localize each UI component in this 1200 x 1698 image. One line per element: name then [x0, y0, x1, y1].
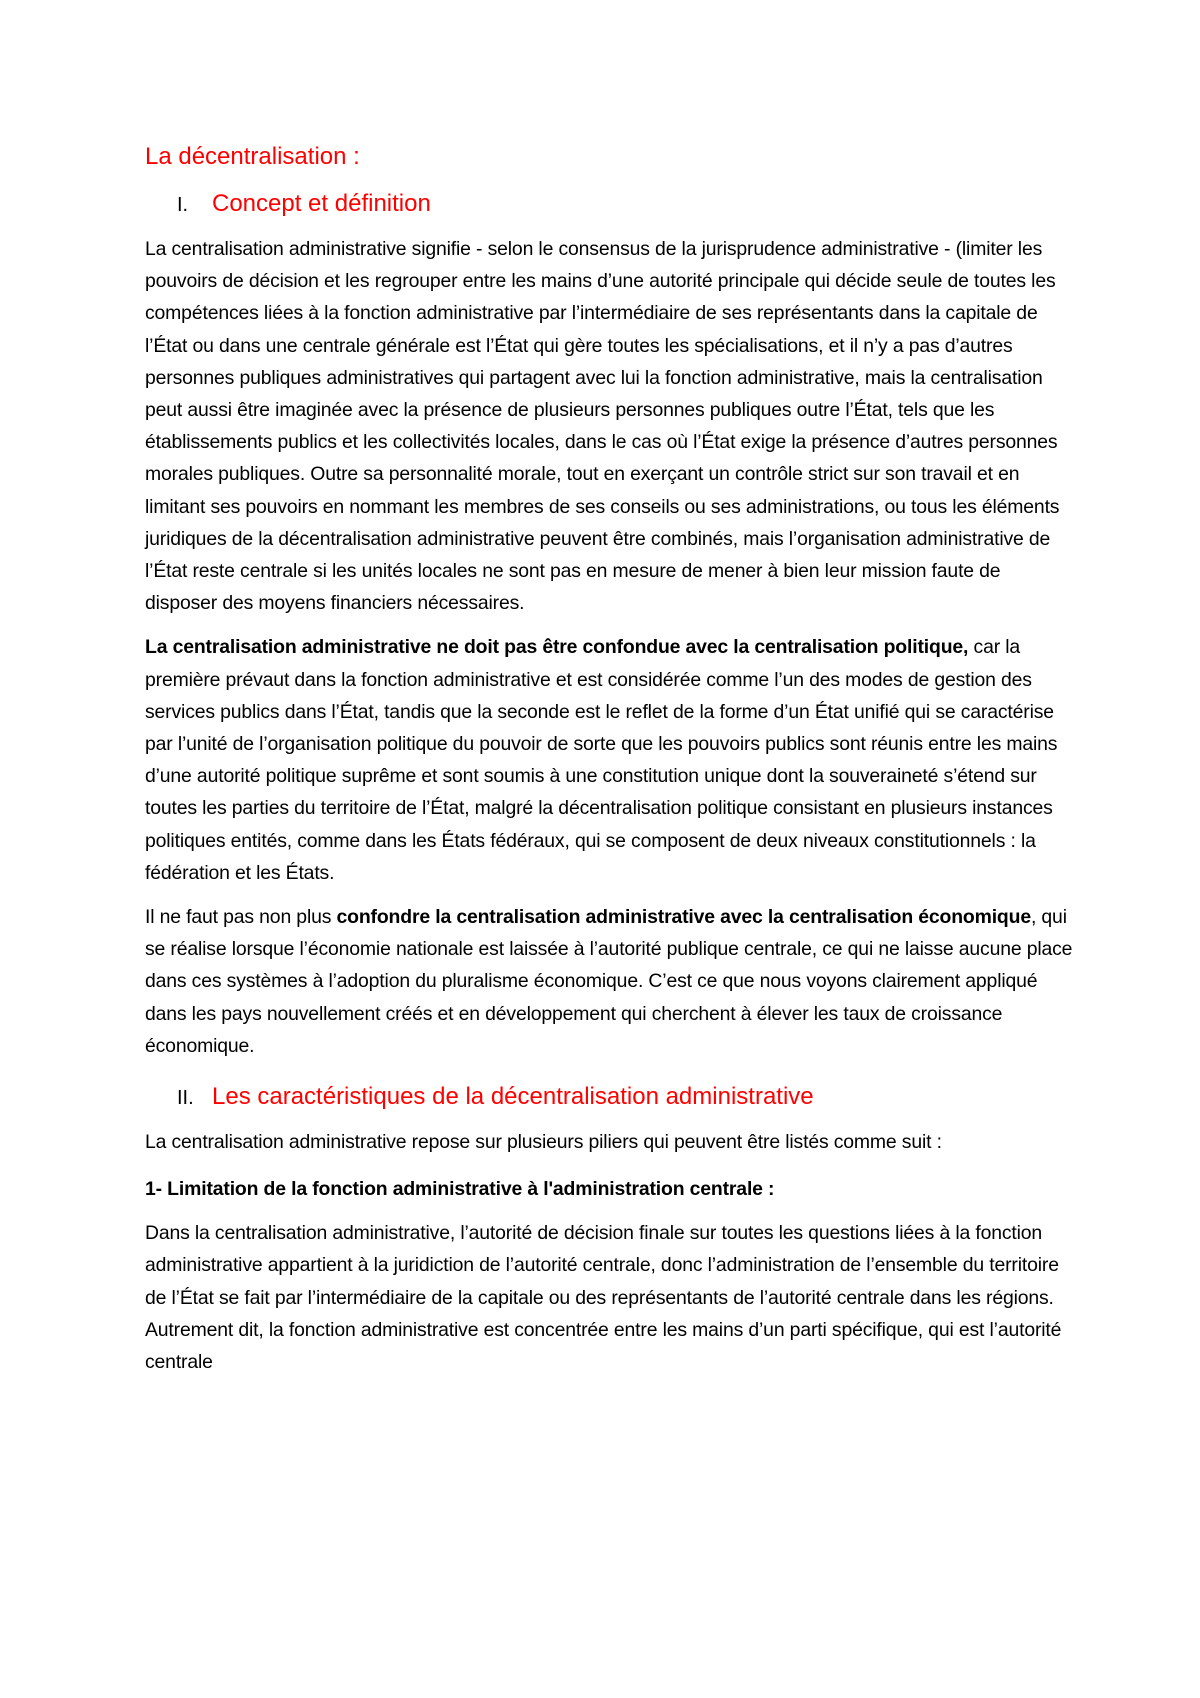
section-heading-2: [145, 1080, 1075, 1115]
section-title-2: Les caractéristiques de la décentralisation administrative: [212, 1083, 814, 1111]
bold-lead-political: La centralisation administrative ne doit pas être confondue avec la centralisation politique,: [145, 636, 969, 659]
paragraph-economic-centralisation: [145, 901, 1075, 1062]
section-number-2: II.: [177, 1087, 194, 1110]
bold-economic: confondre la centralisation administrative avec la centralisation économique: [336, 906, 1031, 929]
paragraph-economic-text: , qui se réalise lorsque l’économie nationale est laissée à l’autorité publique centrale, ce qui ne laisse aucune place dans ces systèmes à l’adoption du pluralisme économique. C’est ce que nous voyons clairement appliqué dans les pays nouvellement créés et en développement qui cherchent à élever les taux de croissance économique.: [145, 906, 1073, 1057]
paragraph-political-centralisation: [145, 631, 1075, 889]
document-page: [145, 140, 1075, 1390]
paragraph-limitation: Dans la centralisation administrative, l’autorité de décision finale sur toutes les questions liées à la fonction administrative appartient à la juridiction de l’autorité centrale, donc l’administration de l’ensemble du territoire de l’État se fait par l’intermédiaire de la capitale ou des représentants de l’autorité centrale dans les régions. Autrement dit, la fonction administrative est concentrée entre les mains d’un parti spécifique, qui est l’autorité centrale: [145, 1222, 1062, 1374]
section-heading-1: [145, 187, 1075, 222]
section-title-1: Concept et définition: [212, 190, 431, 217]
paragraph-political-text: car la première prévaut dans la fonction administrative et est considérée comme l’un des modes de gestion des services publics dans l’État, tandis que la seconde est le reflet de la forme d’un État unifié qui se caractérise par l’unité de l’organisation politique du pouvoir de sorte que les pouvoirs publics sont réunis entre les mains d’une autorité politique suprême et sont soumis à une constitution unique dont la souveraineté s’étend sur toutes les parties du territoire de l’État, malgré la décentralisation politique consistant en plusieurs instances politiques entités, comme dans les États fédéraux, qui se composent de deux niveaux constitutionnels : la fédération et les États.: [145, 636, 1058, 884]
paragraph-definition: La centralisation administrative signifie - selon le consensus de la jurisprudence administrative - (limiter les pouvoirs de décision et les regrouper entre les mains d’une autorité principale qui décide seule de toutes les compétences liées à la fonction administrative par l’intermédiaire de ses représentants dans la capitale de l’État ou dans une centrale générale est l’État qui gère toutes les spécialisations, et il n’y a pas d’autres personnes publiques administratives qui partagent avec lui la fonction administrative, mais la centralisation peut aussi être imaginée avec la présence de plusieurs personnes publiques outre l’État, tels que les établissements publics et les collectivités locales, dans le cas où l’État exige la présence d’autres personnes morales publiques. Outre sa personnalité morale, tout en exerçant un contrôle strict sur son travail et en limitant ses pouvoirs en nommant les membres de ses conseils ou ses administrations, ou tous les éléments juridiques de la décentralisation administrative peuvent être combinés, mais l’organisation administrative de l’État reste centrale si les unités locales ne sont pas en mesure de mener à bien leur mission faute de disposer des moyens financiers nécessaires.: [145, 238, 1060, 615]
document-title: La décentralisation :: [145, 143, 360, 170]
section-number-1: I.: [177, 194, 189, 216]
paragraph-pillars-intro: La centralisation administrative repose sur plusieurs piliers qui peuvent être listés comme suit :: [145, 1131, 942, 1154]
subheading-limitation: 1- Limitation de la fonction administrative à l'administration centrale :: [145, 1178, 775, 1201]
paragraph-economic-pre: Il ne faut pas non plus: [145, 906, 337, 929]
